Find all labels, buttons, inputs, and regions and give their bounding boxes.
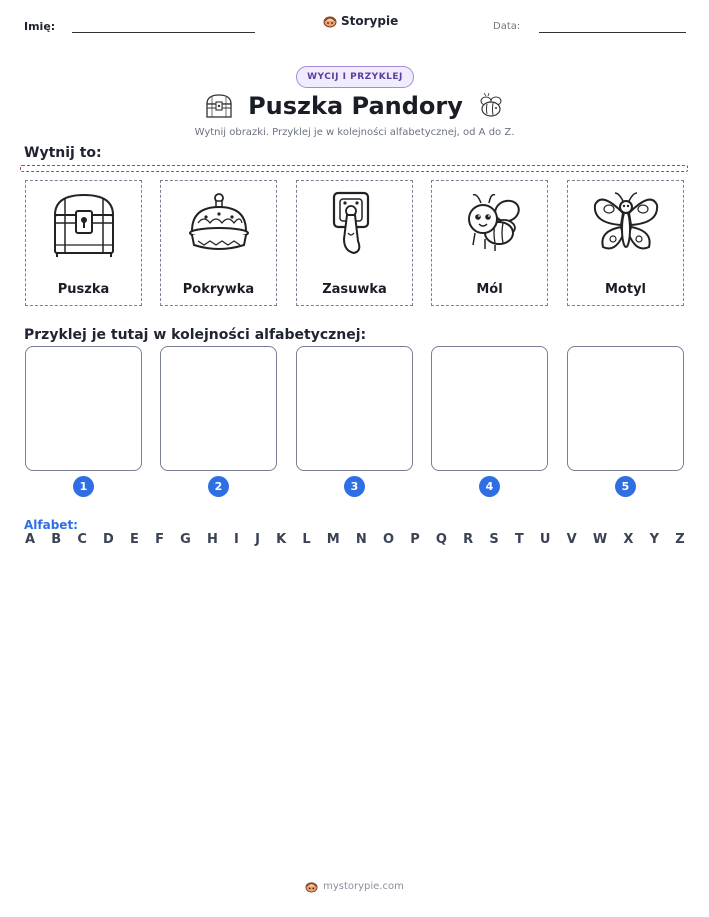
- cut-heading: Wytnij to:: [24, 145, 102, 161]
- cut-card-pokrywka[interactable]: [160, 180, 277, 306]
- activity-badge: WYCIJ I PRZYKLEJ: [296, 66, 414, 88]
- alphabet-letter: C: [77, 532, 87, 547]
- butterfly-icon: [591, 189, 661, 259]
- footer: [0, 880, 709, 893]
- date-label: Data:: [493, 21, 521, 32]
- alphabet-letter: O: [382, 532, 395, 547]
- paste-box-5[interactable]: [567, 346, 684, 471]
- alphabet-letter: Y: [649, 532, 660, 547]
- alphabet-letter: F: [155, 532, 164, 547]
- brand-name: Storypie: [341, 14, 399, 28]
- alphabet-letter: K: [276, 532, 287, 547]
- page-title: Puszka Pandory: [248, 92, 463, 120]
- cut-card-motyl[interactable]: [567, 180, 684, 306]
- bee-icon: [477, 93, 505, 119]
- alphabet-letter: S: [489, 532, 499, 547]
- card-label: Zasuwka: [322, 282, 387, 297]
- alphabet-letter: M: [326, 532, 340, 547]
- alphabet-letter: I: [234, 532, 239, 547]
- latch-icon: [320, 189, 390, 259]
- alphabet-letter: N: [355, 532, 367, 547]
- alphabet-letter: X: [623, 532, 634, 547]
- alphabet-letter: J: [255, 532, 260, 547]
- paste-box-2[interactable]: [160, 346, 277, 471]
- card-label: Pokrywka: [182, 282, 255, 297]
- name-label: Imię:: [24, 20, 56, 33]
- alphabet-letter: A: [25, 532, 36, 547]
- alphabet-letter: R: [463, 532, 474, 547]
- paste-heading: Przyklej je tutaj w kolejności alfabetycznej:: [24, 327, 367, 343]
- alphabet-letter: V: [566, 532, 577, 547]
- paste-box-3[interactable]: [296, 346, 413, 471]
- number-badge: 5: [615, 476, 636, 497]
- number-badge: 1: [73, 476, 94, 497]
- treasure-chest-icon: [49, 189, 119, 259]
- alphabet-letter: W: [592, 532, 608, 547]
- pie-mascot-icon: [323, 14, 337, 28]
- alphabet-letter: D: [103, 532, 114, 547]
- card-label: Motyl: [604, 282, 646, 297]
- alphabet-letter: B: [51, 532, 62, 547]
- card-label: Mól: [476, 282, 503, 297]
- alphabet-letter: Q: [435, 532, 447, 547]
- name-field-line[interactable]: [72, 32, 255, 33]
- brand-logo: [323, 14, 398, 28]
- number-badge: 3: [344, 476, 365, 497]
- cut-card-puszka[interactable]: [25, 180, 142, 306]
- ornate-lid-icon: [184, 189, 254, 259]
- alphabet-letter: U: [539, 532, 551, 547]
- alphabet-label: Alfabet:: [24, 518, 78, 532]
- footer-url[interactable]: mystorypie.com: [323, 881, 404, 892]
- moth-icon: [455, 189, 525, 259]
- alphabet-letter: T: [514, 532, 524, 547]
- cut-line: [20, 165, 688, 172]
- cut-card-mol[interactable]: [431, 180, 548, 306]
- treasure-chest-icon: [204, 93, 234, 119]
- alphabet-letter: H: [206, 532, 218, 547]
- instructions: Wytnij obrazki. Przyklej je w kolejności alfabetycznej, od A do Z.: [194, 127, 515, 138]
- date-field-line[interactable]: [539, 32, 686, 33]
- paste-box-1[interactable]: [25, 346, 142, 471]
- pie-mascot-icon: [305, 880, 318, 893]
- alphabet-letter: Z: [675, 532, 685, 547]
- number-badge: 2: [208, 476, 229, 497]
- title-row: [0, 92, 709, 120]
- paste-box-4[interactable]: [431, 346, 548, 471]
- alphabet-letter: G: [180, 532, 191, 547]
- alphabet-letter: E: [130, 532, 139, 547]
- alphabet-row: [25, 532, 685, 547]
- cut-card-zasuwka[interactable]: [296, 180, 413, 306]
- alphabet-letter: L: [302, 532, 311, 547]
- card-label: Puszka: [57, 282, 110, 297]
- number-badge: 4: [479, 476, 500, 497]
- alphabet-letter: P: [410, 532, 420, 547]
